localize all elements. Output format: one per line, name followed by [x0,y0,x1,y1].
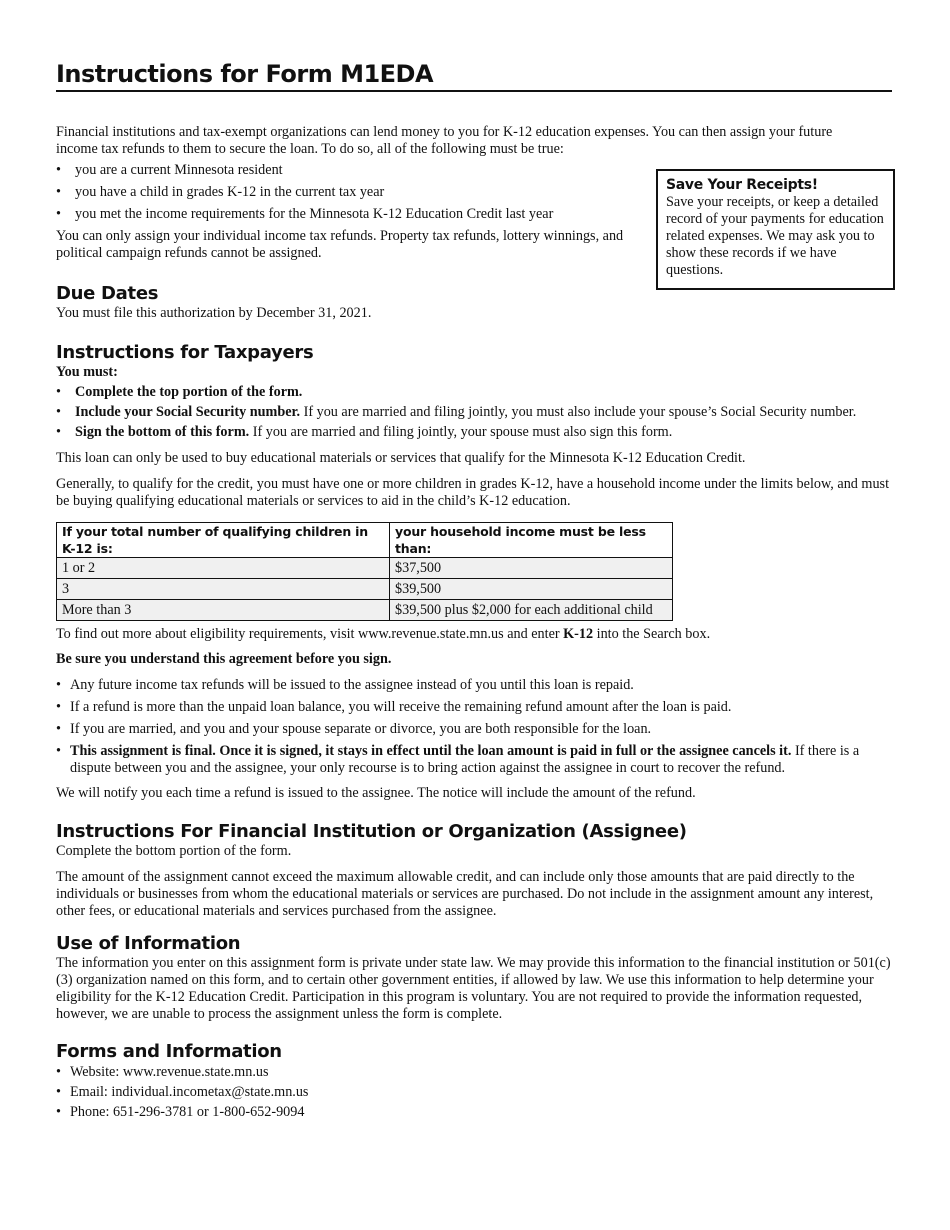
forms-information-heading: Forms and Information [56,1041,282,1062]
list-item: • you are a current Minnesota resident [56,162,631,179]
assignee-heading: Instructions For Financial Institution or Organization (Assignee) [56,821,687,842]
income-limits-table [56,522,673,621]
table-cell: $39,500 plus $2,000 for each additional child [390,600,673,621]
table-cell: 1 or 2 [57,558,390,579]
list-item [56,743,892,777]
qualify-text: Generally, to qualify for the credit, you must have one or more children in grades K-12, have a household income under the limits below, and must be buying qualifying educational materials or services to aid in the child’s K-12 education. [56,476,890,509]
list-item: • If a refund is more than the unpaid loan balance, you will receive the remaining refund amount after the loan is paid. [56,699,892,716]
table-cell: $37,500 [390,558,673,579]
table-header-row [57,523,673,558]
use-of-information-text: The information you enter on this assignment form is private under state law. We may provide this information to the financial institution or 501(c)(3) organization named on this form, and to certain other government entities, if allowed by law. We use this information to help determine your eligibility for the K-12 Education Credit. Participation in this program is voluntary. You are not required to provide the information requested, however, we are unable to process the assignment unless the form is complete. [56,955,891,1022]
table-header-income: your household income must be less than: [390,523,673,558]
due-dates-text: You must file this authorization by December 31, 2021. [56,305,372,321]
save-receipts-box [656,169,895,290]
taxpayers-heading: Instructions for Taxpayers [56,342,314,363]
table-row [57,579,673,600]
list-item [56,424,892,441]
taxpayer-step-2-bold: Include your Social Security number. [75,404,301,420]
table-cell: 3 [57,579,390,600]
use-of-information-heading: Use of Information [56,933,241,954]
list-item [56,384,892,401]
eligibility-keyword: K-12 [563,626,594,642]
agreement-heading: Be sure you understand this agreement before you sign. [56,651,392,667]
phone-item: • Phone: 651-296-3781 or 1-800-652-9094 [56,1104,892,1121]
final-assignment-bold: This assignment is final. Once it is signed, it stays in effect until the loan amount is paid in full or the assignee cancels it. [70,743,792,759]
instructions-page [56,58,892,1121]
taxpayer-step-3-bold: Sign the bottom of this form. [75,424,250,440]
you-must-label: You must: [56,364,118,380]
intro-bullets [56,162,631,262]
table-row [57,600,673,621]
assignee-text-2: The amount of the assignment cannot exceed the maximum allowable credit, and can include only those amounts that are paid directly to the individuals or businesses from whom the educational materials or services are purchased. Do not include in the assignment amount any interest, other fees, or educational materials and services purchased from the assignee. [56,869,874,919]
list-item: • If you are married, and you and your spouse separate or divorce, you are both responsible for the loan. [56,721,892,738]
list-item: • Any future income tax refunds will be issued to the assignee instead of you until this loan is repaid. [56,677,892,694]
list-item: • you met the income requirements for the Minnesota K-12 Education Credit last year [56,206,631,223]
save-receipts-text: Save your receipts, or keep a detailed record of your payments for education related expenses. We may ask you to show these records if we have questions. [666,194,884,278]
taxpayer-step-3-text: If you are married and filing jointly, your spouse must also sign this form. [249,424,673,440]
table-row [57,558,673,579]
eligibility-pre: To find out more about eligibility requirements, visit www.revenue.state.mn.us and enter [56,626,564,642]
email-item: • Email: individual.incometax@state.mn.us [56,1084,892,1101]
table-cell: $39,500 [390,579,673,600]
save-receipts-title: Save Your Receipts! [666,177,818,193]
page-title: Instructions for Form M1EDA [56,58,892,92]
table-header-children: If your total number of qualifying children in K-12 is: [57,523,390,558]
website-item: • Website: www.revenue.state.mn.us [56,1064,892,1081]
list-item [56,404,892,421]
list-item: • you have a child in grades K-12 in the current tax year [56,184,631,201]
notify-text: We will notify you each time a refund is issued to the assignee. The notice will include the amount of the refund. [56,785,696,801]
table-cell: More than 3 [57,600,390,621]
taxpayer-step-2-text: If you are married and filing jointly, you must also include your spouse’s Social Security number. [300,404,857,420]
intro-text: Financial institutions and tax-exempt organizations can lend money to you for K-12 education expenses. You can then assign your future income tax refunds to them to secure the loan. To do so, all of the following must be true: [56,124,833,157]
loan-use-text: This loan can only be used to buy educational materials or services that qualify for the Minnesota K-12 Education Credit. [56,450,746,466]
intro-section [56,124,876,158]
taxpayer-step-1: Complete the top portion of the form. [75,384,303,400]
final-assignment-text: If there is a dispute between you and the assignee, your only recourse is to bring action against the assignee in court to recover the refund. [70,743,860,776]
due-dates-heading: Due Dates [56,283,159,304]
eligibility-text [56,626,892,643]
assignee-text-1: Complete the bottom portion of the form. [56,843,292,859]
intro-closing: You can only assign your individual income tax refunds. Property tax refunds, lottery winnings, and political campaign refunds cannot be assigned. [56,228,624,261]
eligibility-post: into the Search box. [593,626,711,642]
